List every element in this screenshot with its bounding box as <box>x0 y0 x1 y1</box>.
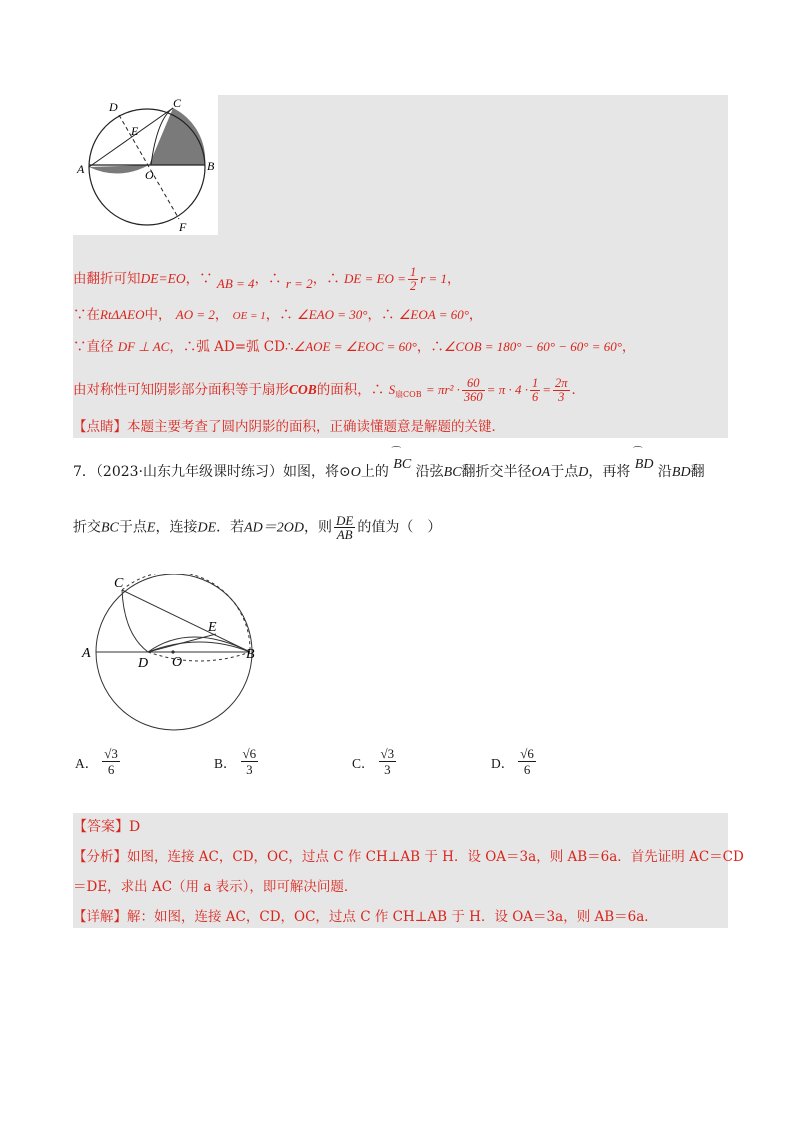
figure2-segment-de <box>148 634 216 652</box>
frac-num: 2π <box>555 376 568 390</box>
option-fraction <box>241 746 259 777</box>
math-mid: = π · 4 · <box>486 382 528 397</box>
text: ，∴ <box>367 307 395 323</box>
option-label: A． <box>75 755 99 771</box>
text: ，再将 <box>588 464 631 480</box>
option-den: 6 <box>523 762 531 777</box>
option-num: √3 <box>380 746 395 761</box>
fraction-60-360 <box>462 377 485 404</box>
option-fraction <box>518 746 536 777</box>
text: E <box>146 520 156 536</box>
math-eq2: = <box>542 382 551 397</box>
solution-line-2 <box>73 306 482 325</box>
text: DE <box>197 520 217 536</box>
option-den: 3 <box>384 762 391 777</box>
math-oe: OE = 1 <box>232 310 266 322</box>
answer-tag: 【答案】 <box>73 819 129 835</box>
text: ，∴ <box>265 307 293 323</box>
text: BC <box>443 465 462 480</box>
math-de: DE = EO = <box>344 271 406 286</box>
text: ． <box>571 382 586 398</box>
text: 中， <box>144 307 172 323</box>
text: 沿 <box>657 464 672 480</box>
figure1-label-f: F <box>179 220 187 234</box>
fraction-1-6 <box>530 377 540 404</box>
option-den: 3 <box>246 762 253 777</box>
arc-bd: ⌒ BD <box>635 456 654 474</box>
math-eao: ∠EAO = 30° <box>297 307 368 322</box>
text: AD＝2OD <box>244 520 305 536</box>
text: COB <box>289 382 317 397</box>
text: ．若 <box>216 519 245 536</box>
math-df: DF ⊥ AC <box>117 339 170 354</box>
math-r: r = 2 <box>285 276 313 291</box>
text: ，∵ <box>185 271 213 287</box>
solution-comment: 【点睛】本题主要考查了圆内阴影的面积，正确读懂题意是解题的关键． <box>73 419 505 435</box>
option-num: √6 <box>242 746 257 761</box>
figure1-label-o: O <box>145 168 154 182</box>
math-s-sub: 扇COB <box>395 390 422 399</box>
frac-num: 60 <box>462 377 485 391</box>
answer-line <box>73 818 140 836</box>
frac-num: 1 <box>531 376 539 390</box>
text: ， <box>468 307 483 323</box>
text: 翻折交半径 <box>461 464 532 480</box>
option-d[interactable] <box>491 746 536 777</box>
text: 上的 <box>360 464 389 480</box>
figure2-dashed-arc-db <box>148 652 250 661</box>
figure-circle-fold-1 <box>73 95 223 235</box>
text: 的面积，∴ <box>316 382 385 398</box>
figure2-label-e: E <box>208 620 217 635</box>
option-label: D． <box>491 755 515 771</box>
text: 翻 <box>690 464 705 480</box>
frac-den: 6 <box>531 390 539 404</box>
option-label: B． <box>214 755 237 771</box>
math-cob: ∠COB = 180° − 60° − 60° = 60° <box>443 339 622 354</box>
text: 的值为（ ） <box>357 519 442 536</box>
fraction-de-ab <box>334 514 355 541</box>
text: 于点 <box>550 464 579 480</box>
question7-line-1 <box>73 457 705 482</box>
text: DE=EO <box>140 271 186 286</box>
option-fraction <box>379 746 397 777</box>
text: 沿弦 <box>415 464 444 480</box>
option-b[interactable] <box>214 746 258 777</box>
math-ab: AB = 4 <box>216 276 255 291</box>
frac-num: 1 <box>409 265 417 279</box>
option-a[interactable] <box>75 746 120 777</box>
text: 7．（2023·山东九年级课时练习）如图，将⊙ <box>73 464 351 480</box>
text: ∵直径 <box>73 339 114 355</box>
text: ，∴弧 AD=弧 CD∴ <box>169 339 294 355</box>
text: D <box>578 465 589 480</box>
detail-line-1: 【详解】解：如图，连接 AC，CD，OC，过点 C 作 CH⊥AB 于 H．设 OA＝3a，则 AB＝6a． <box>73 909 658 925</box>
option-label: C． <box>352 755 375 771</box>
text: ∵在 <box>73 307 100 323</box>
text: 由翻折可知 <box>73 271 141 287</box>
figure1-label-c: C <box>173 96 182 110</box>
text: ， <box>214 307 229 323</box>
analysis-line-1: 【分析】如图，连接 AC，CD，OC，过点 C 作 CH⊥AB 于 H．设 OA＝3a，则 AB＝6a．首先证明 AC＝CD <box>73 849 744 865</box>
option-fraction <box>102 746 120 777</box>
figure2-dashed-arc <box>122 574 250 652</box>
solution-line-1 <box>73 266 461 293</box>
fraction-2pi-3 <box>553 377 570 404</box>
solution-line-4 <box>73 377 585 404</box>
text: 于点 <box>118 519 147 536</box>
figure2-label-o: O <box>172 655 183 670</box>
frac-den: 3 <box>558 390 565 404</box>
text: O <box>350 465 361 480</box>
text: 折交 <box>73 519 101 536</box>
figure1-label-b: B <box>207 159 215 173</box>
text: ，∴ <box>416 339 444 355</box>
figure1-label-a: A <box>77 162 85 176</box>
text: ，则 <box>304 519 333 536</box>
figure1-label-e: E <box>131 124 139 138</box>
option-c[interactable] <box>352 746 396 777</box>
question7-line-2 <box>73 514 441 541</box>
text: 由对称性可知阴影部分面积等于扇形 <box>73 382 289 398</box>
arc-bc: ⌒ BC <box>393 456 411 474</box>
math-eq: = πr² · <box>425 382 460 397</box>
text: ，连接 <box>155 519 198 536</box>
figure2-label-d: D <box>138 656 149 671</box>
option-den: 6 <box>107 762 115 777</box>
frac-den: 2 <box>409 279 417 293</box>
frac-num: DE <box>336 513 354 528</box>
figure1-label-d: D <box>109 100 118 114</box>
frac-den: 360 <box>463 390 483 404</box>
figure-circle-fold-2 <box>80 574 280 734</box>
figure2-fold-arc-cd <box>122 590 148 652</box>
figure2-label-b: B <box>246 647 255 662</box>
text: ，∴ <box>254 271 282 287</box>
option-num: √3 <box>104 746 118 761</box>
option-num: √6 <box>520 746 534 761</box>
text: BD <box>671 465 691 480</box>
text: ， <box>447 271 461 287</box>
figure2-center-dot <box>171 650 174 653</box>
math-eoa: ∠EOA = 60° <box>398 307 469 322</box>
text: ，∴ <box>312 271 340 287</box>
math-aoe: ∠AOE = ∠EOC = 60° <box>293 339 417 354</box>
frac-den: AB <box>336 527 353 542</box>
math-ao: AO = 2 <box>175 307 215 322</box>
math-tail: r = 1 <box>420 271 448 286</box>
analysis-line-2: ＝DE，求出 AC（用 a 表示），即可解决问题． <box>73 879 358 895</box>
fraction-half <box>408 266 418 293</box>
figure2-label-c: C <box>114 576 124 591</box>
text: BC <box>101 520 119 536</box>
solution-line-3 <box>73 338 635 356</box>
figure2-label-a: A <box>82 646 91 661</box>
text: ， <box>621 339 636 355</box>
answer-value: D <box>129 819 141 835</box>
math-s: S <box>388 382 396 397</box>
math-rt: RtΔAEO <box>100 307 145 322</box>
text: OA <box>531 465 551 480</box>
